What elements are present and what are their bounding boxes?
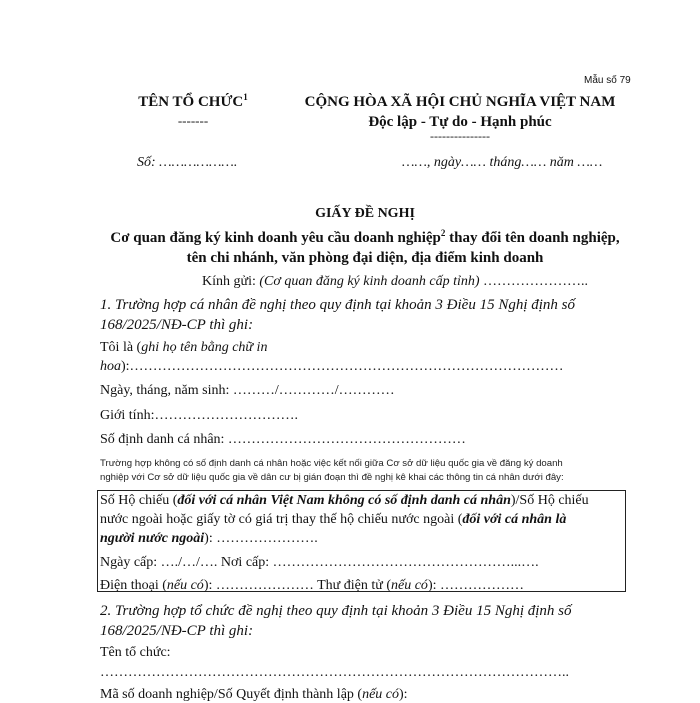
passport-foreign-label: nước ngoài hoặc giấy tờ có giá trị thay thế hộ chiếu nước ngoài ( xyxy=(100,512,463,527)
document-title: GIẤY ĐỀ NGHỊ xyxy=(315,206,415,221)
issue-date-place: Ngày cấp: …./…/…. Nơi cấp: ……………………………………………...…. xyxy=(100,555,539,570)
organization-name xyxy=(118,94,268,111)
form-number: Mẫu số 79 xyxy=(584,75,631,86)
section1-heading-line2: 168/2025/NĐ-CP thì ghi: xyxy=(100,317,254,333)
passport-label-end: )/Số Hộ chiếu xyxy=(510,493,589,508)
enterprise-number-hint: nếu có xyxy=(362,687,400,702)
email-hint: nếu có xyxy=(391,578,428,593)
name-label: Tôi là ( xyxy=(100,340,142,355)
name-hint-end: hoa xyxy=(100,359,121,374)
name-dots: ):………………………………………………………………………………… xyxy=(121,359,564,374)
footnote-2: 2 xyxy=(440,228,446,238)
recipient-line xyxy=(202,274,588,290)
section2-heading-line1: 2. Trường hợp tổ chức đề nghị theo quy định tại khoản 3 Điều 15 Nghị định số xyxy=(100,603,572,619)
subtitle-part: thay đổi tên doanh nghiệp, xyxy=(445,230,620,246)
national-title: CỘNG HÒA XÃ HỘI CHỦ NGHĨA VIỆT NAM xyxy=(304,94,616,110)
note-line2: nghiệp với Cơ sở dữ liệu quốc gia về dân cư bị gián đoạn thì đề nghị kê khai các thông tin cá nhân dưới đây: xyxy=(100,472,564,483)
document-number: Số: ………………. xyxy=(137,155,238,170)
organization-dashes: ------- xyxy=(177,113,209,128)
organization-label: TÊN TỔ CHỨC xyxy=(138,94,244,110)
name-hint: ghi họ tên bằng chữ in xyxy=(141,340,268,355)
document-subtitle-line2: tên chi nhánh, văn phòng đại diện, địa điểm kinh doanh xyxy=(186,250,544,266)
recipient-label: Kính gửi: xyxy=(202,274,260,289)
org-name-dots: ……………………………………………………………………………………….. xyxy=(100,665,569,680)
passport-line1 xyxy=(100,493,589,509)
recipient-value: (Cơ quan đăng ký kinh doanh cấp tỉnh) xyxy=(259,274,480,289)
email-label: ): ………………… Thư điện tử ( xyxy=(203,578,391,593)
footnote-1: 1 xyxy=(243,92,248,102)
name-field-continued xyxy=(100,359,564,375)
national-motto: Độc lập - Tự do - Hạnh phúc xyxy=(368,114,552,130)
name-field xyxy=(100,340,267,356)
document-subtitle-line1 xyxy=(0,230,700,247)
passport-line3 xyxy=(100,531,318,547)
passport-foreign-hint-end: người nước ngoài xyxy=(100,531,205,546)
enterprise-number-label: Mã số doanh nghiệp/Số Quyết định thành lập ( xyxy=(100,687,363,702)
contact-line xyxy=(100,578,524,594)
recipient-dots: ………………….. xyxy=(479,274,589,289)
subtitle-part: Cơ quan đăng ký kinh doanh yêu cầu doanh nghiệp xyxy=(110,230,441,246)
enterprise-number-field xyxy=(100,687,408,703)
id-number-field: Số định danh cá nhân: …………………………………………… xyxy=(100,432,466,447)
section1-heading-line1: 1. Trường hợp cá nhân đề nghị theo quy định tại khoản 3 Điều 15 Nghị định số xyxy=(100,297,576,313)
dob-field: Ngày, tháng, năm sinh: ………/…………/………… xyxy=(100,383,395,398)
passport-label: Số Hộ chiếu ( xyxy=(100,493,178,508)
phone-hint: nếu có xyxy=(166,578,204,593)
org-name-field: Tên tổ chức: xyxy=(100,645,171,660)
section2-heading-line2: 168/2025/NĐ-CP thì ghi: xyxy=(100,623,254,639)
passport-line2 xyxy=(100,512,566,528)
note-line1: Trường hợp không có số định danh cá nhân hoặc việc kết nối giữa Cơ sở dữ liệu quốc gia về đăng ký doanh xyxy=(100,458,563,469)
phone-label: Điện thoại ( xyxy=(100,578,167,593)
enterprise-number-end: ): xyxy=(399,687,408,702)
passport-dots: ): …………………. xyxy=(204,531,318,546)
passport-hint: đối với cá nhân Việt Nam không có số định danh cá nhân xyxy=(177,493,511,508)
email-dots: ): ……………… xyxy=(427,578,524,593)
sex-field: Giới tính:…………………………. xyxy=(100,408,298,423)
passport-foreign-hint: đối với cá nhân là xyxy=(462,512,567,527)
document-date: ……, ngày…… tháng…… năm …… xyxy=(402,155,603,170)
motto-rule: --------------- xyxy=(430,129,490,143)
